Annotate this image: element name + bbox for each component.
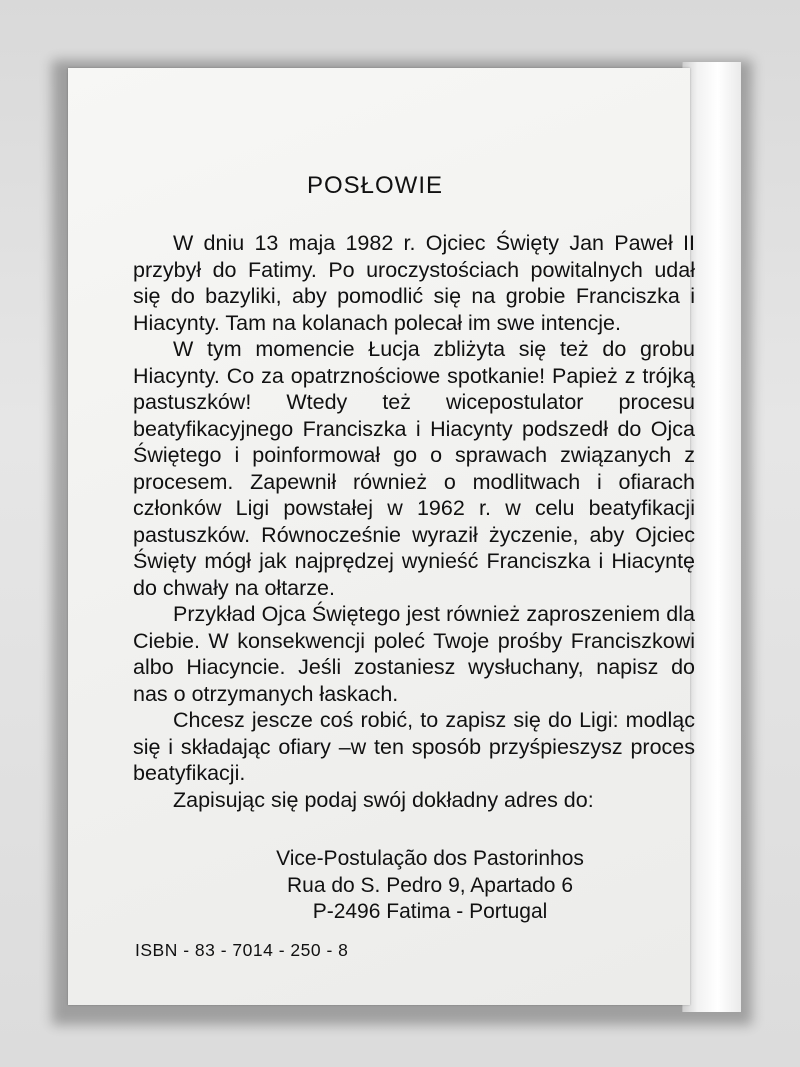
paragraph-2: W tym momencie Łucja zbliżyta się też do grobu Hiacynty. Co za opatrznościowe spotkanie! Papież z trójką pastuszków! Wtedy też wicepostulator procesu beatyfikacyjnego Franciszka i Hiacynty podszedł do Ojca Świętego i poinformował go o sprawach związanych z procesem. Zapewnił również o modlitwach i ofiarach członków Ligi powstałej w 1962 r. w celu beatyfikacji pastuszków. Równocześnie wyraził życzenie, aby Ojciec Święty mógł jak najprędzej wynieść Franciszka i Hiacyntę do chwały na ołtarze.: [133, 337, 695, 600]
page-title: POSŁOWIE: [306, 172, 444, 199]
paragraph-4: Chcesz jescze coś robić, to zapisz się do Ligi: modląc się i składając ofiary –w ten sposób przyśpieszysz proces beatyfikacji.: [133, 708, 695, 785]
address-line-2: Rua do S. Pedro 9, Apartado 6: [286, 873, 574, 897]
address-line-1: Vice-Postulação dos Pastorinhos: [276, 847, 584, 870]
postal-address: [0, 846, 800, 926]
paragraph-1: W dniu 13 maja 1982 r. Ojciec Święty Jan Paweł II przybył do Fatimy. Po uroczystościach powitalnych udał się do bazyliki, aby pomodlić się na grobie Franciszka i Hiacynty. Tam na kolanach polecał im swe intencje.: [133, 231, 695, 335]
paragraph-3: Przykład Ojca Świętego jest również zaproszeniem dla Ciebie. W konsekwencji poleć Twoje prośby Franciszkowi albo Hiacyncie. Jeśli zostaniesz wysłuchany, napisz do nas o otrzymanych łaskach.: [133, 602, 695, 706]
afterword-text: [133, 230, 695, 813]
paragraph-5: Zapisując się podaj swój dokładny adres do:: [173, 787, 594, 812]
address-line-3: P-2496 Fatima - Portugal: [312, 900, 548, 923]
isbn-number: ISBN - 83 - 7014 - 250 - 8: [135, 940, 349, 960]
